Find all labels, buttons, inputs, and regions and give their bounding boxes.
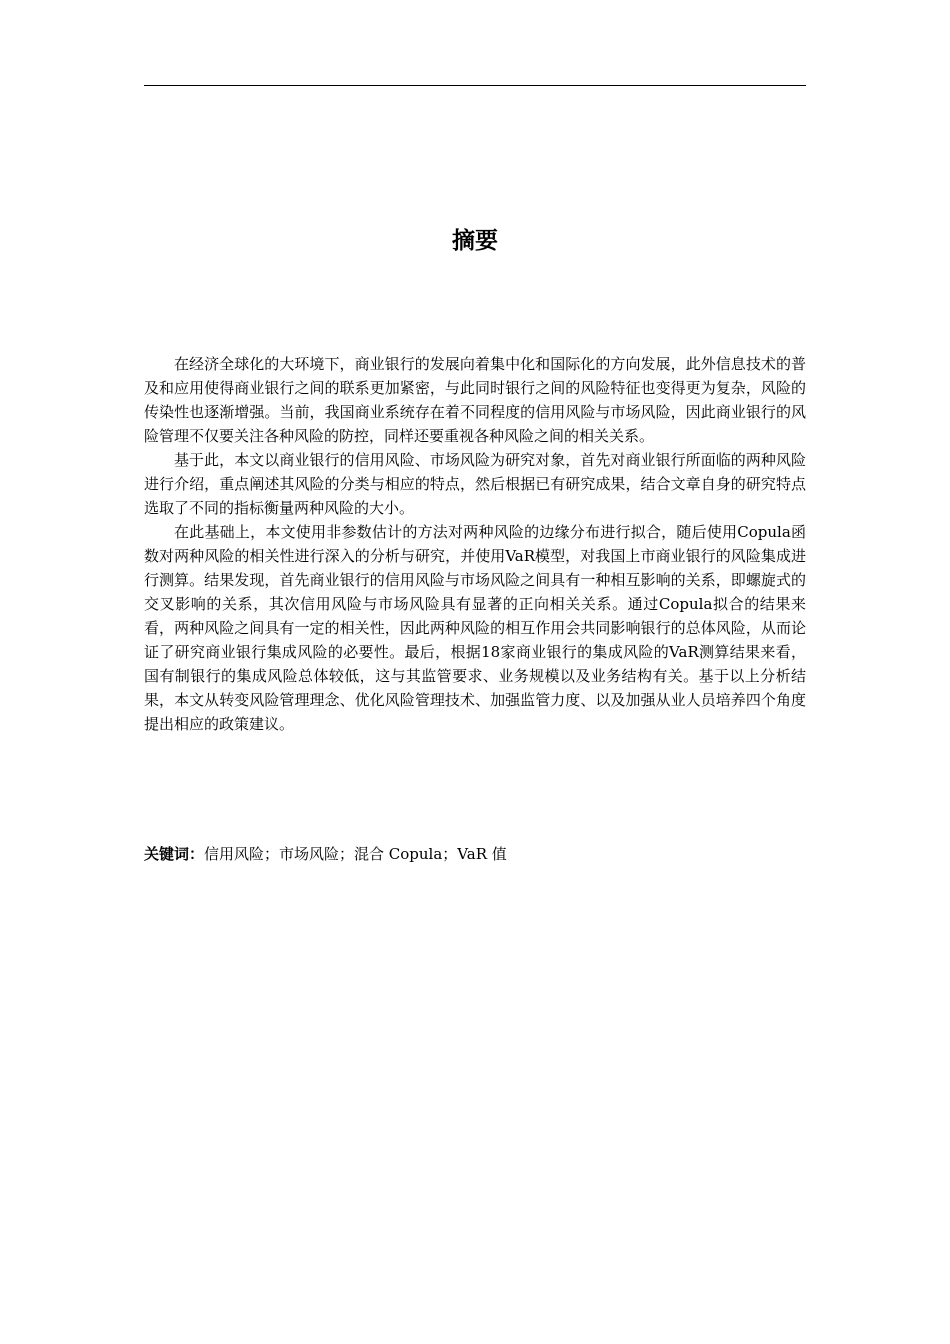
abstract-body bbox=[144, 352, 806, 736]
abstract-paragraph-1: 在经济全球化的大环境下，商业银行的发展向着集中化和国际化的方向发展，此外信息技术的普及和应用使得商业银行之间的联系更加紧密，与此同时银行之间的风险特征也变得更为复杂，风险的传染性也逐渐增强。当前，我国商业系统存在着不同程度的信用风险与市场风险，因此商业银行的风险管理不仅要关注各种风险的防控，同样还要重视各种风险之间的相关关系。 bbox=[144, 355, 806, 445]
keywords-text: 信用风险；市场风险；混合 Copula；VaR 值 bbox=[204, 845, 507, 863]
keywords-label: 关键词： bbox=[144, 845, 205, 863]
abstract-paragraph-2: 基于此，本文以商业银行的信用风险、市场风险为研究对象，首先对商业银行所面临的两种风险进行介绍，重点阐述其风险的分类与相应的特点，然后根据已有研究成果，结合文章自身的研究特点选取了不同的指标衡量两种风险的大小。 bbox=[144, 451, 806, 517]
abstract-paragraph-3: 在此基础上，本文使用非参数估计的方法对两种风险的边缘分布进行拟合，随后使用Copula函数对两种风险的相关性进行深入的分析与研究，并使用VaR模型，对我国上市商业银行的风险集成进行测算。结果发现，首先商业银行的信用风险与市场风险之间具有一种相互影响的关系，即螺旋式的交叉影响的关系，其次信用风险与市场风险具有显著的正向相关关系。通过Copula拟合的结果来看，两种风险之间具有一定的相关性，因此两种风险的相互作用会共同影响银行的总体风险，从而论证了研究商业银行集成风险的必要性。最后，根据18家商业银行的集成风险的VaR测算结果来看，国有制银行的集成风险总体较低，这与其监管要求、业务规模以及业务结构有关。基于以上分析结果，本文从转变风险管理理念、优化风险管理技术、加强监管力度、以及加强从业人员培养四个角度提出相应的政策建议。 bbox=[144, 523, 806, 733]
keywords-line bbox=[144, 842, 806, 866]
abstract-title: 摘要 bbox=[452, 228, 498, 254]
header-rule bbox=[144, 85, 806, 86]
